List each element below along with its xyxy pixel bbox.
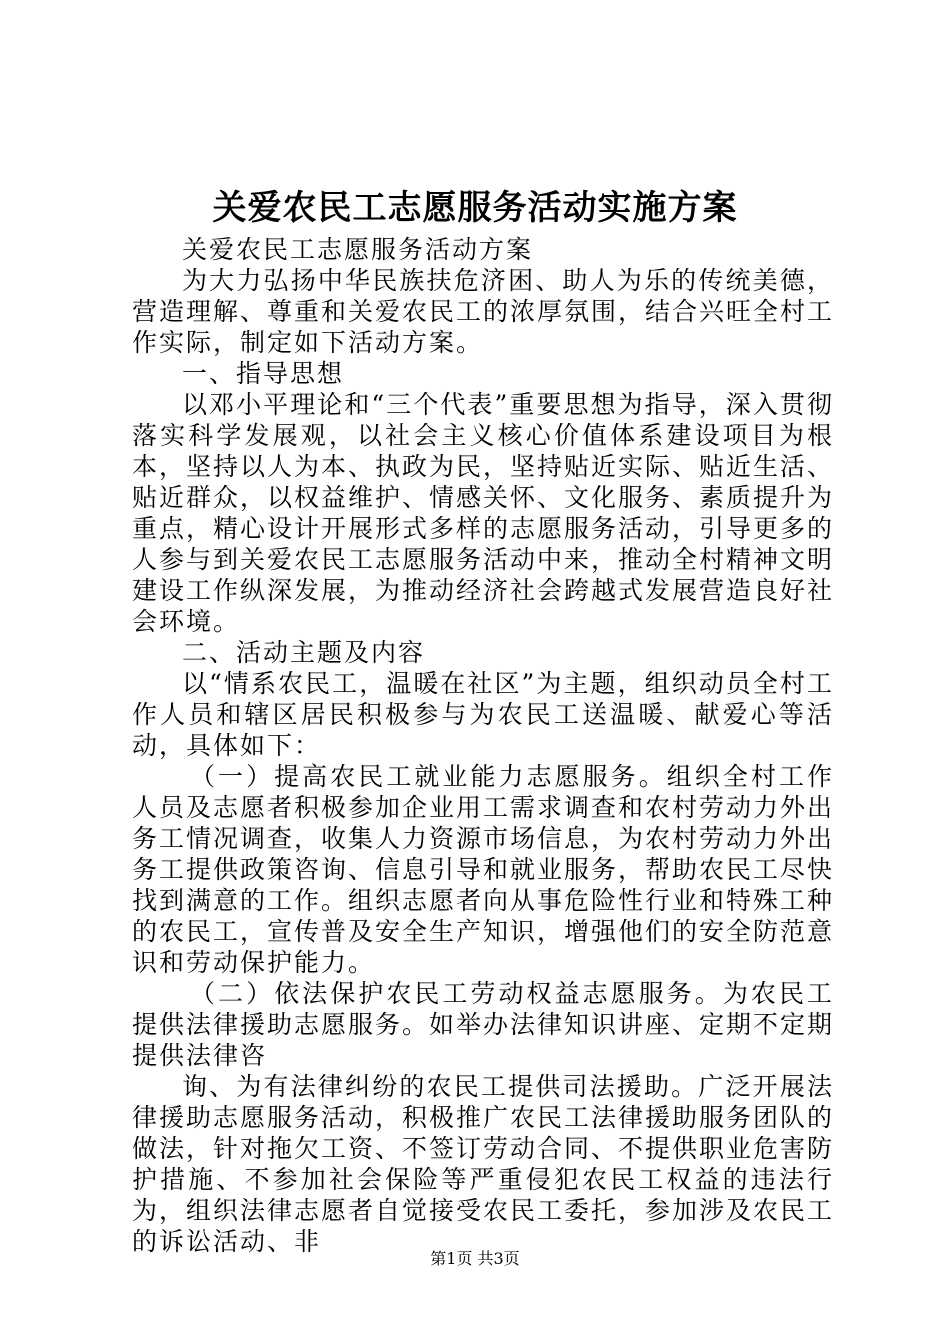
subtitle-paragraph: 关爱农民工志愿服务活动方案 (182, 235, 534, 264)
intro-paragraph: 为大力弘扬中华民族扶危济困、助人为乐的传统美德，营造理解、尊重和关爱农民工的浓厚氛围，结合兴旺全村工作实际，制定如下活动方案。 (132, 266, 835, 357)
guiding-ideology-paragraph: 以邓小平理论和“三个代表”重要思想为指导，深入贯彻落实科学发展观，以社会主义核心价值体系建设项目为根本，坚持以人为本、执政为民，坚持贴近实际、贴近生活、贴近群众，以权益维护、情感关怀、文化服务、素质提升为重点，精心设计开展形式多样的志愿服务活动，引导更多的人参与到关爱农民工志愿服务活动中来，推动全村精神文明建设工作纵深发展，为推动经济社会跨越式发展营造良好社会环境。 (132, 390, 835, 636)
section-heading-guiding-ideology: 一、指导思想 (182, 359, 345, 388)
theme-paragraph: 以“情系农民工，温暖在社区”为主题，组织动员全村工作人员和辖区居民积极参与为农民工送温暖、献爱心等活动，具体如下： (132, 669, 834, 760)
item-employment-paragraph: （一）提高农民工就业能力志愿服务。组织全村工作人员及志愿者积极参加企业用工需求调查和农村劳动力外出务工情况调查，收集人力资源市场信息，为农村劳动力外出务工提供政策咨询、信息引导和就业服务，帮助农民工尽快找到满意的工作。组织志愿者向从事危险性行业和特殊工种的农民工，宣传普及安全生产知识，增强他们的安全防范意识和劳动保护能力。 (132, 762, 835, 977)
legal-aid-paragraph: 询、为有法律纠纷的农民工提供司法援助。广泛开展法律援助志愿服务活动，积极推广农民工法律援助服务团队的做法，针对拖欠工资、不签订劳动合同、不提供职业危害防护措施、不参加社会保险等严重侵犯农民工权益的违法行为，组织法律志愿者自觉接受农民工委托，参加涉及农民工的诉讼活动、非 (132, 1072, 835, 1256)
item-legal-rights-paragraph: （二）依法保护农民工劳动权益志愿服务。为农民工提供法律援助志愿服务。如举办法律知识讲座、定期不定期提供法律咨 (132, 979, 835, 1070)
document-body (132, 234, 834, 1257)
page-footer: 第1页 共3页 (430, 1249, 520, 1268)
section-heading-theme-content: 二、活动主题及内容 (182, 638, 426, 667)
document-title: 关爱农民工志愿服务活动实施方案 (212, 188, 738, 228)
